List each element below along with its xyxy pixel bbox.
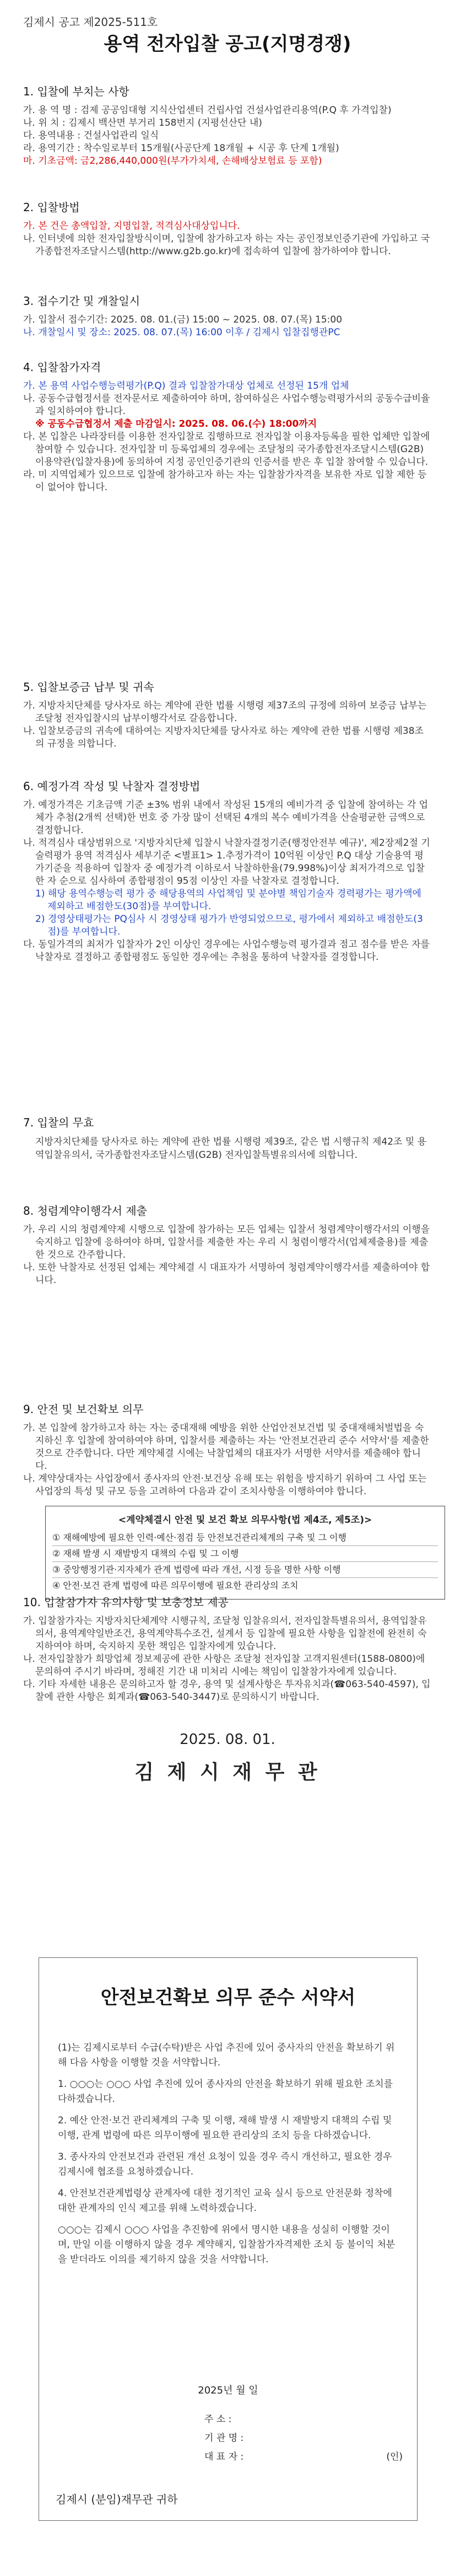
list-item: 다. 동일가격의 최저가 입찰자가 2인 이상인 경우에는 사업수행능력 평가결과 점고 점수를 받은 자를 낙찰자로 결정하고 종합평점도 동일한 경우에는 추첨을 통하여 낙찰자를 결정합니다. [23,939,430,963]
list-item: 나. 공동수급협정서를 전자문서로 제출하여야 하며, 참여하실은 사업수행능력평가서의 공동수급비율과 일치하여야 합니다. [23,393,430,417]
base-amount: 마. 기초금액: 금2,286,440,000원(부가가치세, 손해배상보험료 등 포함) [23,155,322,167]
pledge-paragraph: ○○○는 김제시 ○○○ 사업을 추진함에 위에서 명시한 내용을 성실히 이행할 것이며, 만일 이를 이행하지 않을 경우 계약해지, 입찰참가자격제한 조치 등 불이익 처분을 받더라도 이의를 제기하지 않을 것을 서약합니다. [58,2224,396,2265]
list-item: 라. 미 지역업체가 있으므로 입찰에 참가하고자 하는 자는 입찰참가자격을 보유한 자로 입찰 제한 등이 없어야 합니다. [23,469,427,493]
pledge-date: 2025년 월 일 [198,2385,258,2396]
list-item: 나. 인터넷에 의한 전자입찰방식이며, 입찰에 참가하고자 하는 자는 공인정보인증기관에 가입하고 국가종합전자조달시스템(http://www.g2b.go.kr)에 접속하여 입찰에 참가하여야 합니다. [23,233,430,257]
section-heading: 3. 접수기간 및 개찰일시 [23,294,140,308]
section-heading: 6. 예정가격 작성 및 낙찰자 결정방법 [23,780,201,793]
list-item: 가. 본 입찰에 참가하고자 하는 자는 중대재해 예방을 위한 산업안전보건법 및 중대재해처벌법을 숙지하신 후 입찰에 참여하여야 하며, 입찰서를 제출하는 자는 '안전보건관리 준수 서약서'를 제출한 것으로 간주합니다. 다만 계약체결 시에는 낙찰업체의 대표자가 서명한 서약서를 제출해야 합니다. [23,1423,429,1472]
list-item: 가. 본 용역 사업수행능력평가(P.Q) 결과 입찰참가대상 업체로 선정된 15개 업체 [23,380,349,391]
seal-mark: (인) [386,2451,403,2462]
section-award-method [23,777,432,964]
list-item: 다. 본 입찰은 나라장터를 이용한 전자입찰로 집행하므로 전자입찰 이용자등록을 필한 업체만 입찰에 참여할 수 있습니다. 전자입찰 미 등록업체의 경우에는 조달청의 국가종합전자조달시스템(G2B) 이용약관(입찰자용)에 동의하여 지정 공인인증기관의 인증서를 받은 후 입찰 참여할 수 있습니다. [23,431,430,468]
list-item: 가. 입찰참가자는 지방자치단체계약 시행규칙, 조달청 입찰유의서, 전자입찰특별유의서, 용역입찰유의서, 용역계약일반조건, 용역계약특수조건, 설계서 등 입찰에 필요한 사항을 입찰전에 완전히 숙지하여야 하며, 숙지하지 못한 책임은 입찰자에게 있습니다. [23,1616,427,1652]
section-heading: 4. 입찰참가자격 [23,361,101,374]
pledge-title: 안전보건확보 의무 준수 서약서 [100,1987,356,2009]
list-item: 1) 해당 용역수행능력 평가 중 해당용역의 사업책임 및 분야별 책임기술자 경력평가는 평가액에 제외하고 배점한도(30점)를 부여합니다. [35,888,421,912]
list-item: 가. 우리 시의 청렴계약제 시행으로 입찰에 참가하는 모든 업체는 입찰서 청렴계약이행각서의 이행을 숙지하고 입찰에 응하여야 하며, 입찰서를 제출한 자는 우리 시 청렴이행각서(업체제출용)를 제출한 것으로 간주합니다. [23,1224,430,1260]
pledge-paragraph: (1)는 김제시로부터 수급(수탁)받은 사업 추진에 있어 중사자의 안전을 확보하기 위해 다음 사항을 이행할 것을 서약합니다. [58,2042,395,2068]
page-title: 용역 전자입찰 공고(지명경쟁) [104,33,351,55]
list-item: 나. 계약상대자는 사업장에서 종사자의 안전·보건상 유해 또는 위험을 방지하기 위하여 그 사업 또는 사업장의 특성 및 규모 등을 고려하여 다음과 같이 조치사항을 이행하여야 합니다. [23,1473,427,1497]
box-row: ③ 중앙행정기관·지자체가 관계 법령에 따라 개선, 시정 등을 명한 사항 이행 [52,1562,438,1578]
list-item: 가. 입찰서 접수기간: 2025. 08. 01.(금) 15:00 ~ 2025. 08. 07.(목) 15:00 [23,314,343,325]
box-row: ① 재해예방에 필요한 인력·예산·점검 등 안전보건관리체계의 구축 및 그 이행 [52,1530,438,1546]
section-heading: 2. 입찰방법 [23,201,80,214]
notice-date: 2025. 08. 01. [180,1731,275,1748]
obligations-box [45,1506,445,1600]
section-notes [23,1593,432,1704]
sig-value [254,2448,381,2466]
list-item: 가. 지방자치단체를 당사자로 하는 계약에 관한 법률 시행령 제37조의 규정에 의하여 보증금 납부는 조달청 전자입찰시의 납부이행각서로 갈음합니다. [23,700,427,724]
sig-value [254,2410,403,2429]
section-heading: 7. 입찰의 무효 [23,1116,94,1129]
list-item: 나. 위 치 : 김제시 백산면 부거리 158번지 (지평선산단 내) [23,117,262,128]
list-item: 나. 적격심사 대상범위으로 '지방자치단체 입찰시 낙찰자결정기준(행정안전부 예규)', 제2장제2절 기술력평가 용역 적격심사 세부기준 <별표1> 1.추정가격이 10억원 이상인 P.Q 대상 기술용역 평가기준을 적용하여 입찰자 중 예정가격 이하로서 낙찰하한율(79.998%)이상 최저가격으로 입찰한 자 순으로 심사하여 종합평점이 95점 이상인 자를 낙찰자로 결정합니다. [23,838,430,887]
pledge-body [58,2041,398,2274]
list-item: 나. 개찰일시 및 장소: 2025. 08. 07.(목) 16:00 이후 / 김제시 입찰집행관PC [23,327,340,338]
sig-label: 기 관 명 : [204,2433,244,2444]
box-row: ④ 안전·보건 관계 법령에 따른 의무이행에 필요한 관리상의 조치 [52,1580,299,1591]
section-invalid-bids [23,1114,432,1162]
pledge-paragraph: 1. ○○○는 ○○○ 사업 추진에 있어 종사자의 안전을 확보하기 위해 필요한 조치를 다하겠습니다. [58,2079,393,2105]
list-item: 나. 입찰보증금의 귀속에 대하여는 지방자치단체를 당사자로 하는 계약에 관한 법률 시행령 제38조의 규정을 의합니다. [23,726,424,749]
pledge-recipient: 김제시 (분임)재무관 귀하 [56,2493,178,2506]
list-item: 2) 경영상태평가는 PQ심사 시 경영상태 평가가 반영되었으므로, 평가에서 제외하고 배점한도(3점)를 부여합니다. [35,914,423,937]
box-title: <계약체결시 안전 및 보건 확보 의무사항(법 제4조, 제5조)> [118,1515,372,1526]
list-item: 다. 용역내용 : 건설사업관리 일식 [23,130,159,141]
sig-label: 주 소 : [204,2414,232,2425]
section-bid-items [23,83,432,168]
deadline-note: ※ 공동수급협정서 제출 마감일시: 2025. 08. 06.(수) 18:00까지 [35,418,317,430]
list-item: 다. 기타 자세한 내용은 문의하고자 할 경우, 용역 및 설계사항은 투자유치과(☎063-540-4597), 입찰에 관한 사항은 회계과(☎063-540-3447)로 문의하시기 바랍니다. [23,1679,431,1703]
section-bid-method [23,198,432,258]
list-item: 나. 또한 낙찰자로 선정된 업체는 계약체결 시 대표자가 서명하여 청렴계약이행각서를 제출하여야 합니다. [23,1262,430,1286]
sig-row-org [204,2429,403,2448]
box-row: ② 재해 발생 시 재발방지 대책의 수립 및 그 이행 [52,1546,438,1562]
section-heading: 10. 입찰참가자 유의사항 및 보충정보 제공 [23,1596,229,1609]
safety-pledge-form [39,1957,418,2521]
sig-label: 대 표 자 : [204,2451,244,2462]
section-text: 지방자치단체를 당사자로 하는 계약에 관한 법률 시행령 제39조, 같은 법 시행규칙 제42조 및 용역입찰유의서, 국가종합전자조달시스템(G2B) 전자입찰특별유의서에 의합니다. [35,1136,427,1161]
section-heading: 1. 입찰에 부치는 사항 [23,85,129,98]
issuer: 김 제 시 재 무 관 [134,1761,321,1784]
section-heading: 8. 청렴계약이행각서 제출 [23,1204,147,1217]
list-item: 가. 용 역 명 : 검제 공공임대형 지식산업센터 건립사업 건설사업관리용역(P.Q 후 가격입찰) [23,105,392,116]
section-schedule [23,292,432,339]
section-heading: 5. 입찰보증금 납부 및 귀속 [23,680,154,694]
section-integrity-pledge [23,1202,432,1287]
list-item: 라. 용역기간 : 착수일로부터 15개월(사공단계 18개월 + 시공 후 단계 1개월) [23,143,339,154]
signature-block [204,2410,403,2466]
sig-row-rep [204,2448,403,2466]
section-eligibility [23,358,432,494]
section-bid-bond [23,678,432,750]
notice-number: 김제시 공고 제2025-511호 [23,15,158,29]
section-heading: 9. 안전 및 보건확보 의무 [23,1403,144,1416]
list-item: 가. 본 건은 총액입찰, 지명입찰, 적격심사대상입니다. [23,221,240,232]
pledge-paragraph: 2. 예산 안전·보건 관리체계의 구축 및 이행, 재해 발생 시 재발방지 대책의 수립 및 이행, 관계 법령에 따른 의무이행에 필요한 관리상의 조치 등을 다하겠습니다. [58,2115,392,2141]
pledge-paragraph: 3. 종사자의 안전보건과 관련된 개선 요청이 있을 경우 즉시 개선하고, 필요한 경우 김제시에 협조를 요청하겠습니다. [58,2151,392,2177]
section-safety [23,1400,432,1605]
sig-value [254,2429,403,2448]
pledge-paragraph: 4. 안전보건관계법령상 관계자에 대한 정기적인 교육 실시 등으로 안전문화 정착에 대한 관계자의 인식 제고를 위해 노력하겠습니다. [58,2188,392,2214]
list-item: 나. 전자입찰참가 희망업체 정보제공에 관한 사항은 조달청 전자입찰 고객지원센터(1588-0800)에 문의하여 주시기 바라며, 정해진 기간 내 미처리 시에는 책임이 입찰참가자에게 있습니다. [23,1654,425,1677]
list-item: 가. 예정가격은 기초금액 기준 ±3% 범위 내에서 작성된 15개의 예비가격 중 입찰에 참여하는 각 업체가 추첨(2개씩 선택)한 번호 중 가장 많이 선택된 4개의 복수 예비가격을 산술평균한 금액으로 결정합니다. [23,799,429,836]
sig-row-address [204,2410,403,2429]
